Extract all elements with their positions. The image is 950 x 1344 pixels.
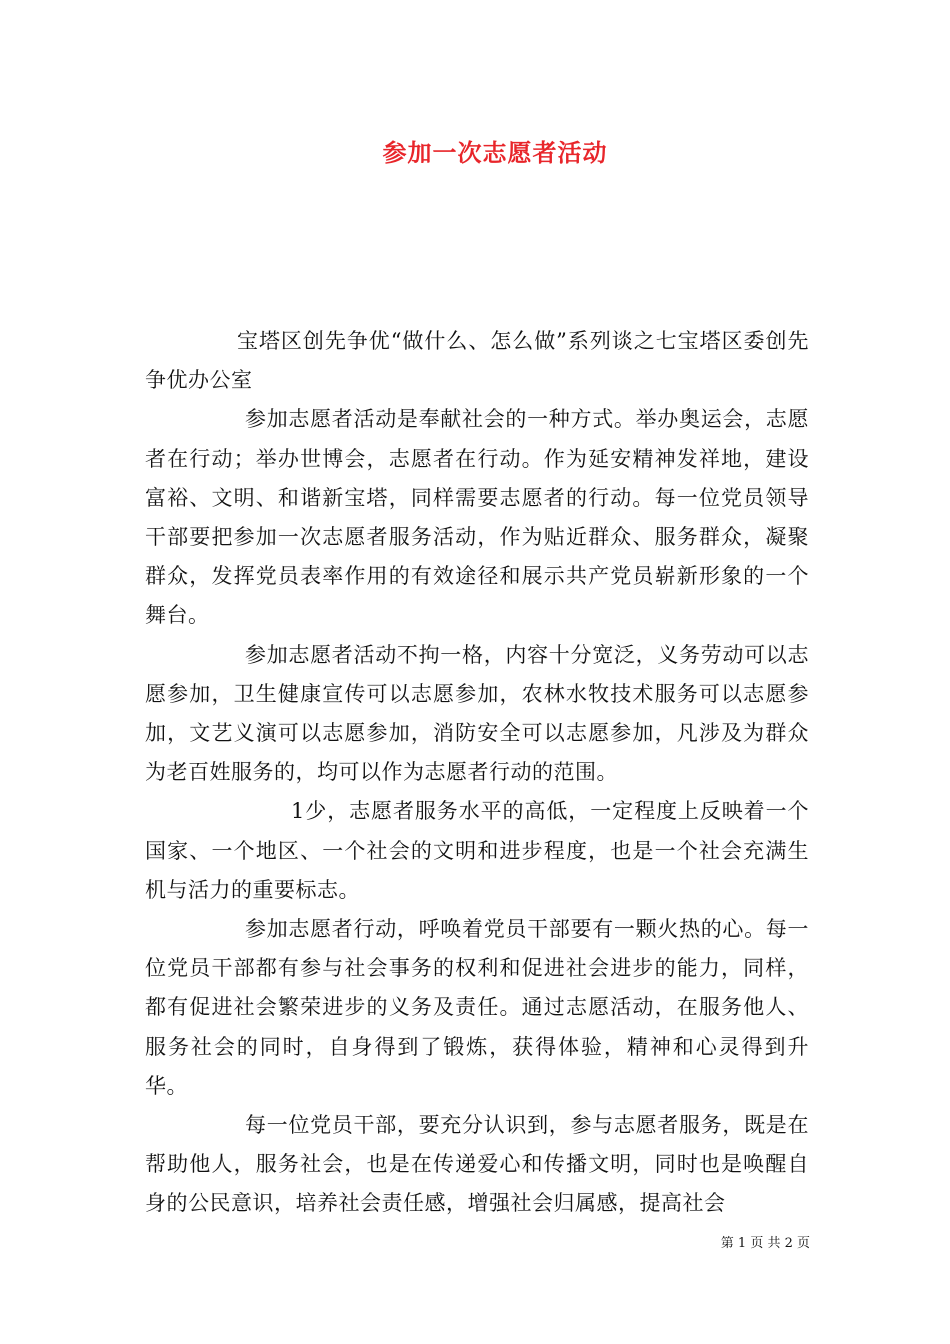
paragraph-byline: 宝塔区创先争优“做什么、怎么做”系列谈之七宝塔区委创先争优办公室 xyxy=(145,329,809,393)
paragraph-1: 参加志愿者活动是奉献社会的一种方式。举办奥运会，志愿者在行动；举办世博会，志愿者在行动。作为延安精神发祥地，建设富裕、文明、和谐新宝塔，同样需要志愿者的行动。每一位党员领导干部要把参加一次志愿者服务活动，作为贴近群众、服务群众，凝聚群众，发挥党员表率作用的有效途径和展示共产党员崭新形象的一个舞台。 xyxy=(145,407,809,628)
paragraph-2: 参加志愿者活动不拘一格，内容十分宽泛，义务劳动可以志愿参加，卫生健康宣传可以志愿参加，农林水牧技术服务可以志愿参加，文艺义演可以志愿参加，消防安全可以志愿参加，凡涉及为群众为老百姓服务的，均可以作为志愿者行动的范围。 xyxy=(145,642,809,785)
page-number-footer: 第 1 页 共 2 页 xyxy=(720,1236,810,1251)
paragraph-4: 参加志愿者行动，呼唤着党员干部要有一颗火热的心。每一位党员干部都有参与社会事务的权利和促进社会进步的能力，同样，都有促进社会繁荣进步的义务及责任。通过志愿活动，在服务他人、服务社会的同时，自身得到了锻炼，获得体验，精神和心灵得到升华。 xyxy=(145,917,809,1098)
document-body xyxy=(145,322,809,1224)
paragraph-5: 每一位党员干部，要充分认识到，参与志愿者服务，既是在帮助他人，服务社会，也是在传递爱心和传播文明，同时也是唤醒自身的公民意识，培养社会责任感，增强社会归属感，提高社会 xyxy=(145,1113,809,1216)
paragraph-3: 1少，志愿者服务水平的高低，一定程度上反映着一个国家、一个地区、一个社会的文明和进步程度，也是一个社会充满生机与活力的重要标志。 xyxy=(145,799,809,902)
document-title: 参加一次志愿者活动 xyxy=(382,138,608,167)
